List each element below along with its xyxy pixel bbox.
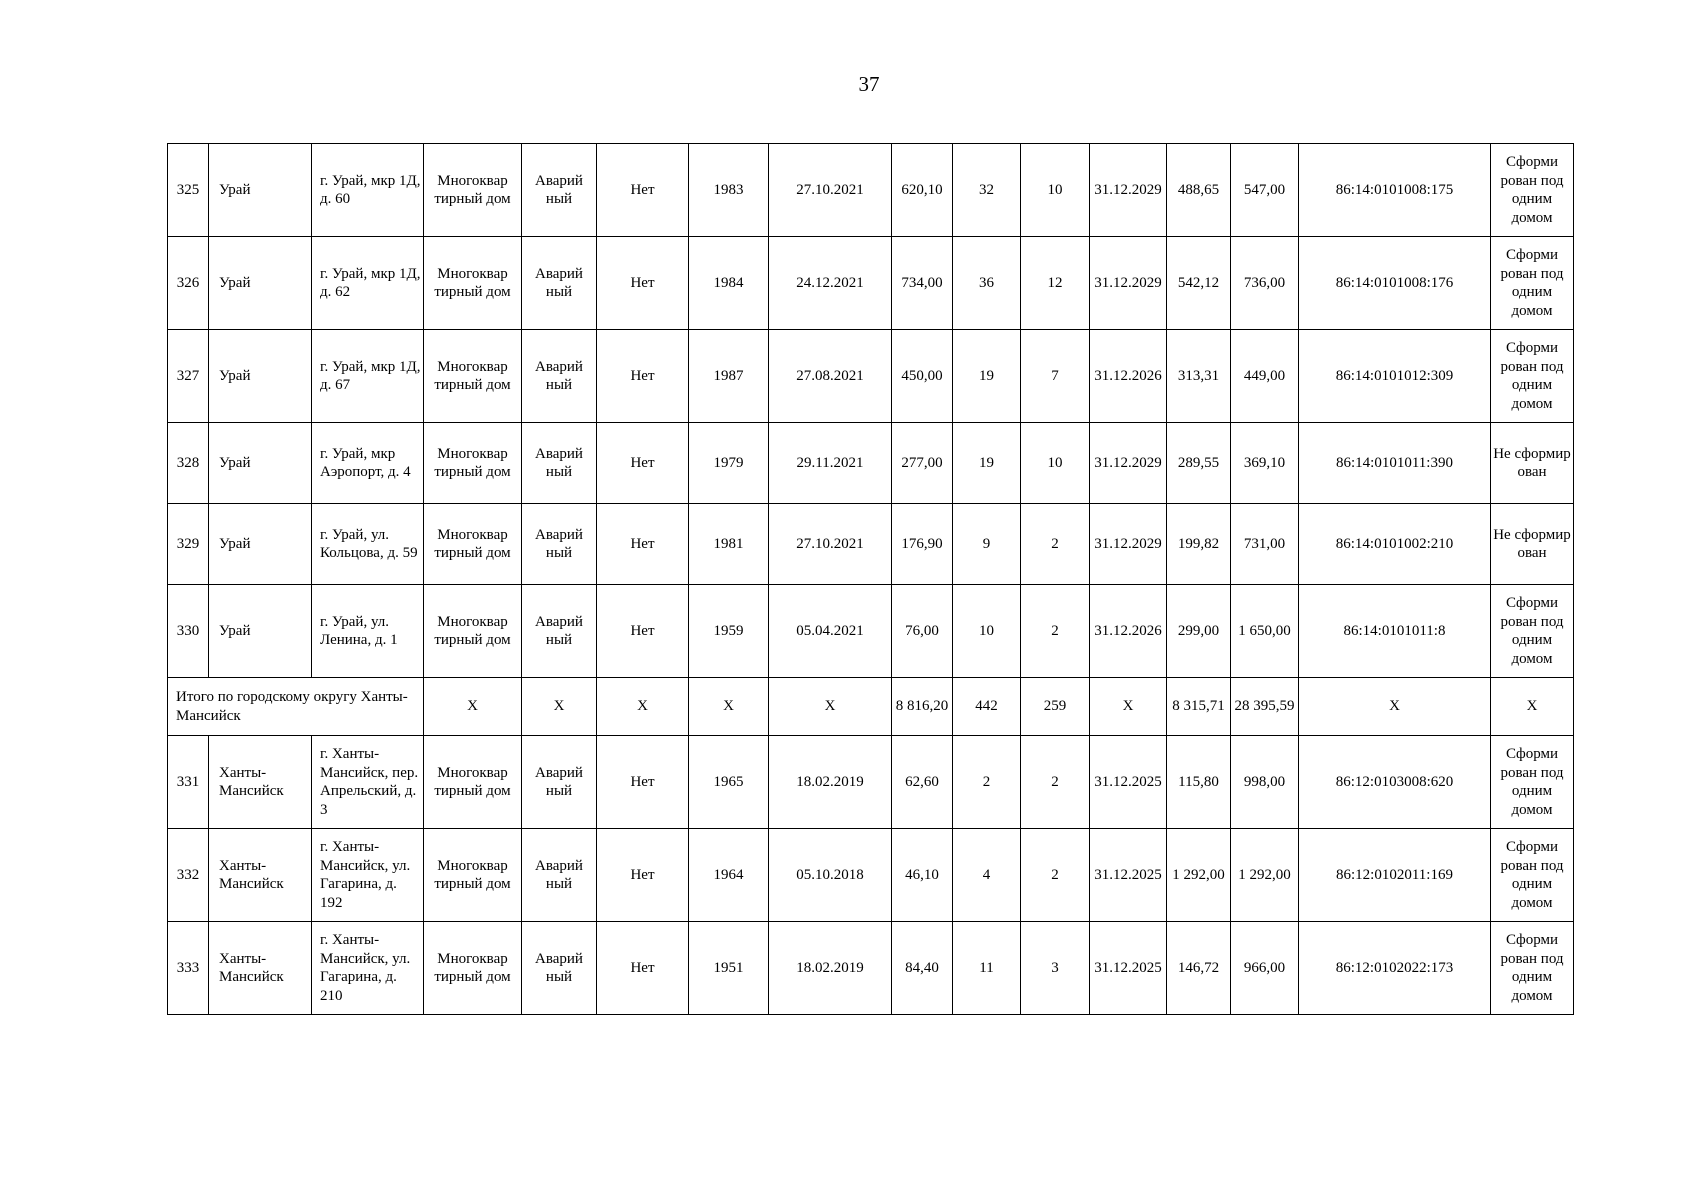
cell-date: 29.11.2021 [769, 423, 892, 504]
cell-city: Ханты-Мансийск [209, 736, 312, 829]
cell-apts: 10 [1021, 144, 1090, 237]
cell-city: Ханты-Мансийск [209, 922, 312, 1015]
cell-city: Урай [209, 423, 312, 504]
cell-area2: 299,0​0 [1167, 585, 1231, 678]
cell-people: 9 [953, 504, 1021, 585]
cell-city: Урай [209, 330, 312, 423]
cell-address: г. Урай, мкр 1Д, д. 67 [312, 330, 424, 423]
cell-status: Сформи​рован под одним домом [1491, 237, 1574, 330]
cell-state: X [522, 678, 597, 736]
cell-deadline: 31.12.2​025 [1090, 736, 1167, 829]
cell-address: г. Урай, ул. Кольцова, д. 59 [312, 504, 424, 585]
table-row [168, 585, 1574, 678]
cell-address: г. Урай, мкр 1Д, д. 62 [312, 237, 424, 330]
cell-address: г. Урай, ул. Ленина, д. 1 [312, 585, 424, 678]
cell-flag: Нет [597, 504, 689, 585]
cell-state: Аварий​ный [522, 330, 597, 423]
cell-type: Многоквар​тирный дом [424, 504, 522, 585]
cell-land: 1 292,00 [1231, 829, 1299, 922]
cell-type: Многоквар​тирный дом [424, 585, 522, 678]
cell-area: 734,0​0 [892, 237, 953, 330]
cell-deadline: 31.12.2​029 [1090, 504, 1167, 585]
cell-status: Сформи​рован под одним домом [1491, 585, 1574, 678]
cell-people: 442 [953, 678, 1021, 736]
cell-cadastral: 86:14:0101011:390 [1299, 423, 1491, 504]
cell-area2: 8 315,7​1 [1167, 678, 1231, 736]
cell-type: Многоквар​тирный дом [424, 736, 522, 829]
table-row [168, 144, 1574, 237]
cell-status: Сформи​рован под одним домом [1491, 330, 1574, 423]
cell-area2: 1 292,0​0 [1167, 829, 1231, 922]
cell-cadastral: 86:14:0101011:8 [1299, 585, 1491, 678]
cell-state: Аварий​ный [522, 585, 597, 678]
table-row [168, 423, 1574, 504]
cell-area: 62,60 [892, 736, 953, 829]
cell-area2: 488,6​5 [1167, 144, 1231, 237]
cell-deadline: 31.12.2​025 [1090, 922, 1167, 1015]
cell-area2: 313,3​1 [1167, 330, 1231, 423]
cell-area: 277,0​0 [892, 423, 953, 504]
cell-state: Аварий​ный [522, 144, 597, 237]
cell-num: 33​2 [168, 829, 209, 922]
cell-date: 05.10.2018 [769, 829, 892, 922]
cell-deadline: 31.12.2​029 [1090, 237, 1167, 330]
cell-flag: Нет [597, 144, 689, 237]
cell-num: 33​0 [168, 585, 209, 678]
cell-status: Сформи​рован под одним домом [1491, 144, 1574, 237]
cell-area2: 115,8​0 [1167, 736, 1231, 829]
cell-num: 32​6 [168, 237, 209, 330]
cell-people: 36 [953, 237, 1021, 330]
cell-area: 76,00 [892, 585, 953, 678]
cell-cadastral: 86:14:0101002:210 [1299, 504, 1491, 585]
cell-flag: X [597, 678, 689, 736]
cell-flag: Нет [597, 423, 689, 504]
cell-type: Многоквар​тирный дом [424, 829, 522, 922]
cell-cadastral: 86:14:0101008:175 [1299, 144, 1491, 237]
cell-city: Ханты-Мансийск [209, 829, 312, 922]
cell-date: 27.08.2021 [769, 330, 892, 423]
cell-area: 8 816,2​0 [892, 678, 953, 736]
cell-people: 10 [953, 585, 1021, 678]
cell-people: 19 [953, 423, 1021, 504]
cell-status: Не сформир​ован [1491, 504, 1574, 585]
cell-people: 32 [953, 144, 1021, 237]
cell-deadline: X [1090, 678, 1167, 736]
cell-year: 1983 [689, 144, 769, 237]
cell-area: 46,10 [892, 829, 953, 922]
cell-year: 1959 [689, 585, 769, 678]
cell-address: г. Урай, мкр Аэропорт, д. 4 [312, 423, 424, 504]
cell-cadastral: 86:12:0102022:173 [1299, 922, 1491, 1015]
cell-apts: 10 [1021, 423, 1090, 504]
cell-land: 28 395,59 [1231, 678, 1299, 736]
cell-status: Не сформир​ован [1491, 423, 1574, 504]
housing-table [167, 143, 1574, 1015]
cell-num: 32​5 [168, 144, 209, 237]
cell-year: 1981 [689, 504, 769, 585]
cell-type: Многоквар​тирный дом [424, 237, 522, 330]
cell-num: 33​1 [168, 736, 209, 829]
cell-land: 998,00 [1231, 736, 1299, 829]
cell-land: 736,00 [1231, 237, 1299, 330]
cell-date: 24.12.2021 [769, 237, 892, 330]
page-number: 37 [858, 72, 880, 96]
cell-people: 19 [953, 330, 1021, 423]
cell-people: 11 [953, 922, 1021, 1015]
cell-area: 450,0​0 [892, 330, 953, 423]
cell-num: 33​3 [168, 922, 209, 1015]
cell-date: X [769, 678, 892, 736]
cell-city: Урай [209, 504, 312, 585]
cell-type: Многоквар​тирный дом [424, 922, 522, 1015]
cell-year: 1984 [689, 237, 769, 330]
cell-state: Аварий​ный [522, 504, 597, 585]
cell-land: 547,00 [1231, 144, 1299, 237]
cell-year: 1979 [689, 423, 769, 504]
cell-date: 18.02.2019 [769, 736, 892, 829]
cell-people: 4 [953, 829, 1021, 922]
cell-area: 84,40 [892, 922, 953, 1015]
total-row [168, 678, 1574, 736]
cell-area: 620,1​0 [892, 144, 953, 237]
cell-apts: 2 [1021, 585, 1090, 678]
cell-land: 449,00 [1231, 330, 1299, 423]
cell-deadline: 31.12.2​029 [1090, 144, 1167, 237]
cell-address: г. Ханты-Мансийск, ул. Гагарина, д. 210 [312, 922, 424, 1015]
cell-flag: Нет [597, 237, 689, 330]
cell-land: 966,00 [1231, 922, 1299, 1015]
cell-deadline: 31.12.2​029 [1090, 423, 1167, 504]
cell-state: Аварий​ный [522, 423, 597, 504]
cell-city: Урай [209, 585, 312, 678]
cell-apts: 12 [1021, 237, 1090, 330]
cell-cadastral: X [1299, 678, 1491, 736]
cell-flag: Нет [597, 829, 689, 922]
total-label: Итого по городскому округу Ханты-Мансийск [168, 678, 424, 736]
cell-date: 27.10.2021 [769, 144, 892, 237]
cell-cadastral: 86:14:0101012:309 [1299, 330, 1491, 423]
cell-year: 1987 [689, 330, 769, 423]
cell-area: 176,9​0 [892, 504, 953, 585]
cell-land: 731,00 [1231, 504, 1299, 585]
cell-cadastral: 86:12:0103008:620 [1299, 736, 1491, 829]
table-row [168, 736, 1574, 829]
cell-area2: 542,1​2 [1167, 237, 1231, 330]
cell-date: 18.02.2019 [769, 922, 892, 1015]
cell-year: 1965 [689, 736, 769, 829]
cell-area2: 289,5​5 [1167, 423, 1231, 504]
cell-flag: Нет [597, 736, 689, 829]
cell-type: Многоквар​тирный дом [424, 144, 522, 237]
cell-apts: 3 [1021, 922, 1090, 1015]
cell-land: 369,10 [1231, 423, 1299, 504]
cell-year: 1951 [689, 922, 769, 1015]
cell-type: Многоквар​тирный дом [424, 330, 522, 423]
cell-num: 32​9 [168, 504, 209, 585]
cell-apts: 2 [1021, 736, 1090, 829]
cell-state: Аварий​ный [522, 237, 597, 330]
cell-apts: 7 [1021, 330, 1090, 423]
cell-deadline: 31.12.2​026 [1090, 330, 1167, 423]
cell-year: X [689, 678, 769, 736]
cell-deadline: 31.12.2​026 [1090, 585, 1167, 678]
cell-type: X [424, 678, 522, 736]
cell-type: Многоквар​тирный дом [424, 423, 522, 504]
cell-flag: Нет [597, 585, 689, 678]
cell-flag: Нет [597, 922, 689, 1015]
table-row [168, 504, 1574, 585]
cell-city: Урай [209, 237, 312, 330]
cell-state: Аварий​ный [522, 829, 597, 922]
cell-cadastral: 86:14:0101008:176 [1299, 237, 1491, 330]
cell-area2: 146,7​2 [1167, 922, 1231, 1015]
cell-apts: 259 [1021, 678, 1090, 736]
cell-date: 05.04.2021 [769, 585, 892, 678]
cell-people: 2 [953, 736, 1021, 829]
cell-address: г. Ханты-Мансийск, ул. Гагарина, д. 192 [312, 829, 424, 922]
cell-address: г. Ханты-Мансийск, пер. Апрельский, д. 3 [312, 736, 424, 829]
table-row [168, 330, 1574, 423]
cell-num: 32​7 [168, 330, 209, 423]
cell-status: Сформи​рован под одним домом [1491, 922, 1574, 1015]
table-row [168, 237, 1574, 330]
cell-status: X [1491, 678, 1574, 736]
cell-status: Сформи​рован под одним домом [1491, 736, 1574, 829]
table-row [168, 829, 1574, 922]
cell-land: 1 650,00 [1231, 585, 1299, 678]
cell-date: 27.10.2021 [769, 504, 892, 585]
cell-cadastral: 86:12:0102011:169 [1299, 829, 1491, 922]
cell-state: Аварий​ный [522, 736, 597, 829]
cell-num: 32​8 [168, 423, 209, 504]
cell-status: Сформи​рован под одним домом [1491, 829, 1574, 922]
cell-year: 1964 [689, 829, 769, 922]
cell-city: Урай [209, 144, 312, 237]
cell-apts: 2 [1021, 829, 1090, 922]
cell-deadline: 31.12.2​025 [1090, 829, 1167, 922]
cell-area2: 199,8​2 [1167, 504, 1231, 585]
cell-flag: Нет [597, 330, 689, 423]
cell-apts: 2 [1021, 504, 1090, 585]
cell-state: Аварий​ный [522, 922, 597, 1015]
cell-address: г. Урай, мкр 1Д, д. 60 [312, 144, 424, 237]
table-row [168, 922, 1574, 1015]
